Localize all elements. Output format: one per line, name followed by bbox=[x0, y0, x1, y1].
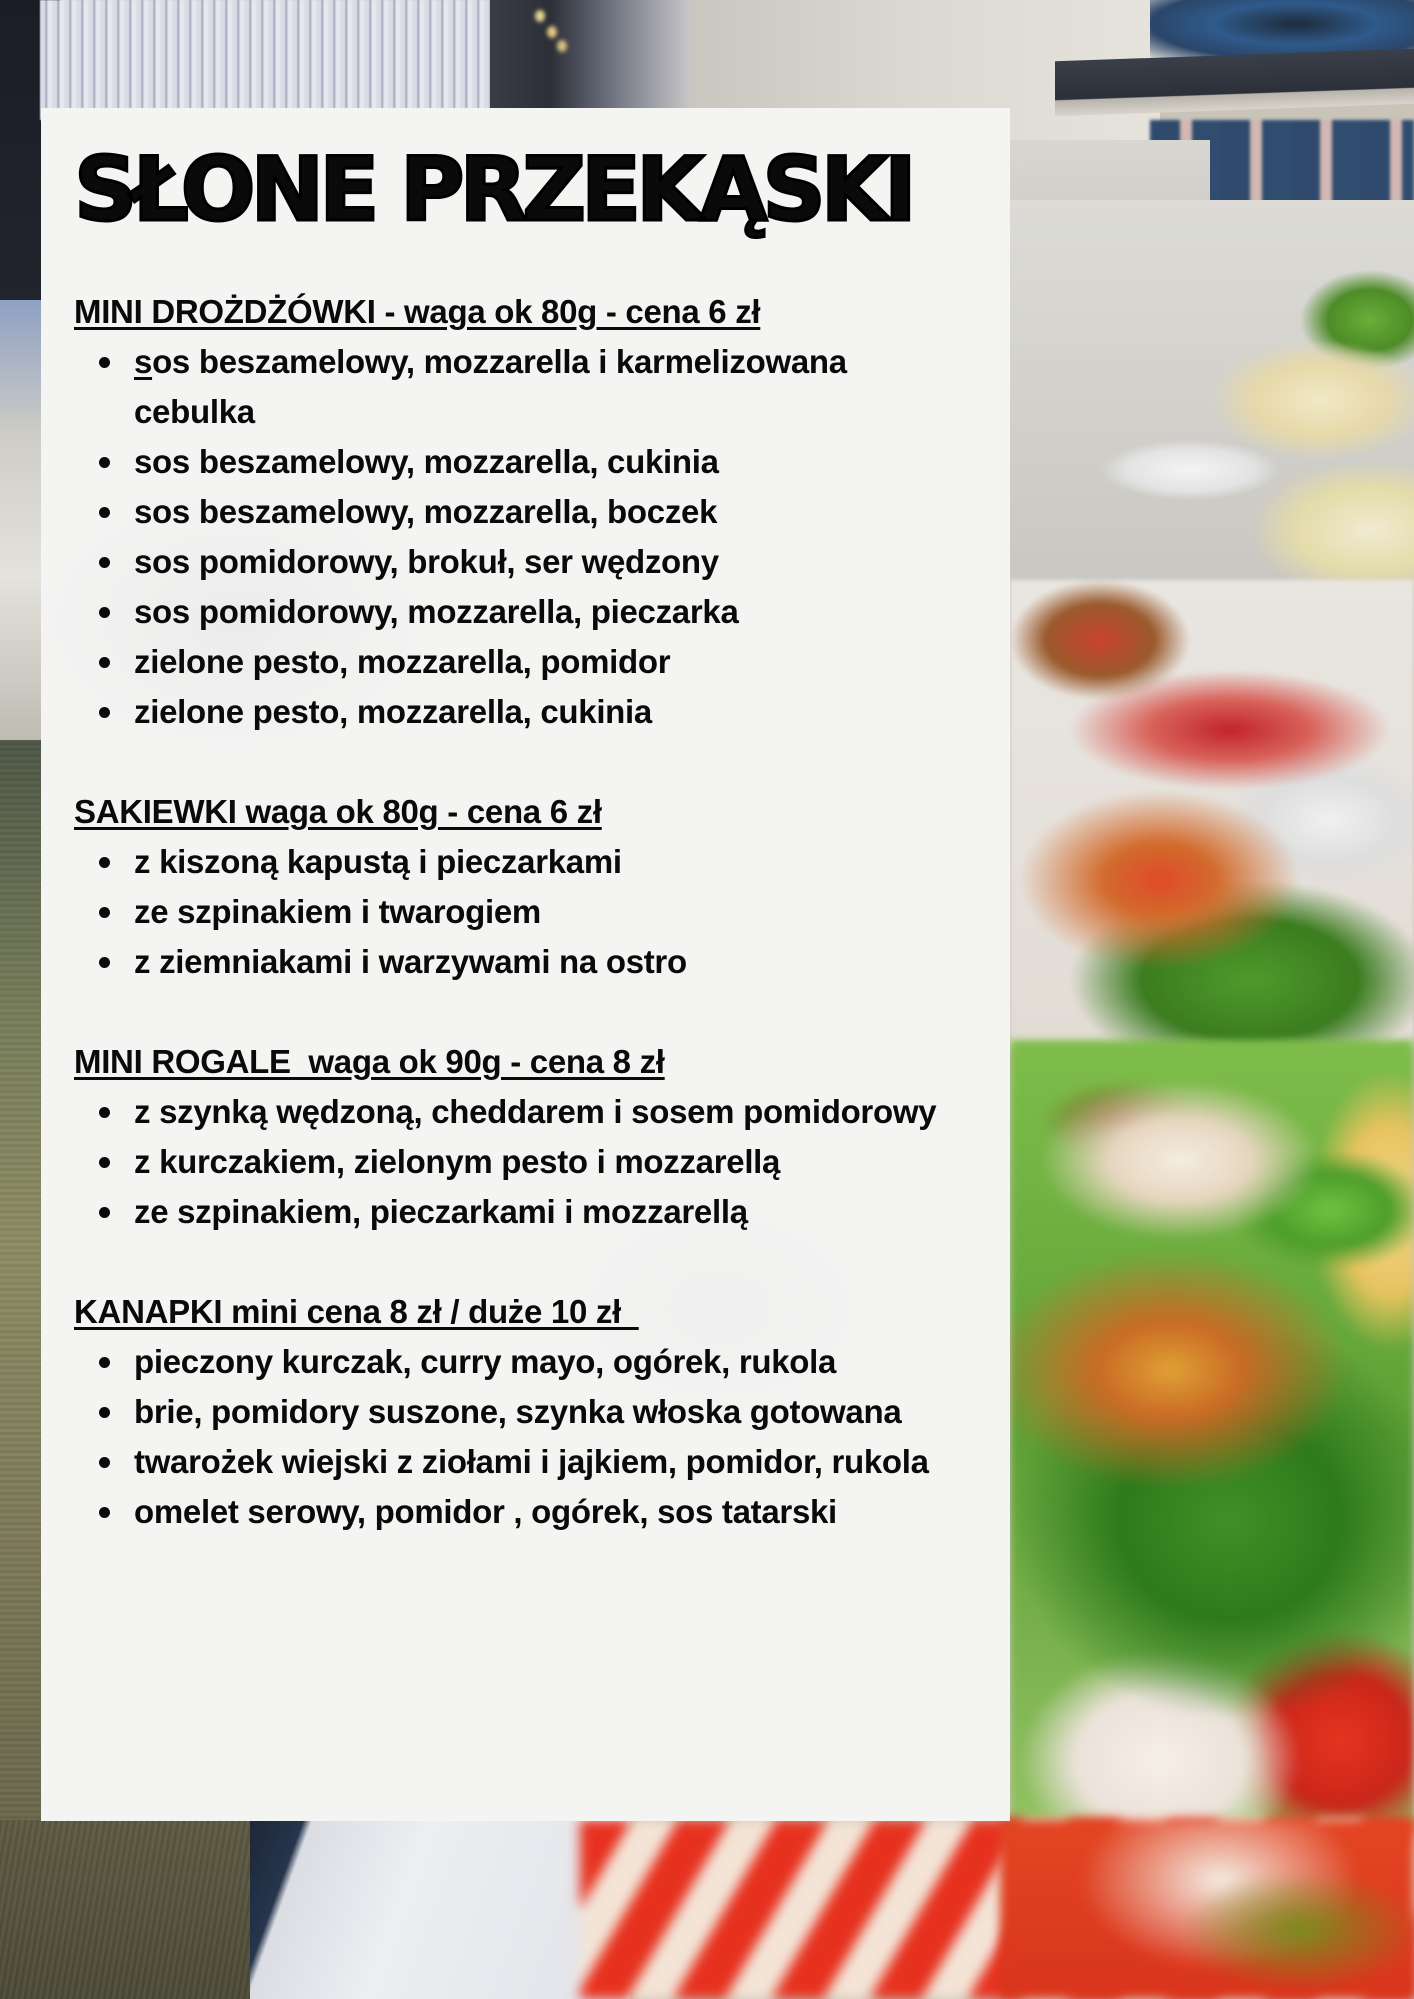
item-text: z ziemniakami i warzywami na ostro bbox=[134, 943, 687, 980]
list-item bbox=[74, 1087, 974, 1137]
bullet-icon bbox=[99, 457, 110, 468]
photo-region-salad-tier bbox=[1010, 200, 1414, 600]
item-text: ze szpinakiem i twarogiem bbox=[134, 893, 541, 930]
section-heading: MINI DROŻDŻÓWKI - waga ok 80g - cena 6 zł bbox=[74, 293, 761, 330]
menu-sections bbox=[74, 287, 977, 1537]
bullet-icon bbox=[99, 357, 110, 368]
item-text: z kiszoną kapustą i pieczarkami bbox=[134, 843, 622, 880]
item-text: z kurczakiem, zielonym pesto i mozzarellą bbox=[134, 1143, 781, 1180]
item-text: brie, pomidory suszone, szynka włoska gotowana bbox=[134, 1393, 902, 1430]
photo-region-lights bbox=[535, 10, 545, 22]
photo-region-shelf bbox=[1055, 49, 1414, 117]
list-item bbox=[74, 937, 974, 987]
list-item bbox=[74, 1487, 974, 1537]
section-heading: MINI ROGALE waga ok 90g - cena 8 zł bbox=[74, 1043, 665, 1080]
item-text: ze szpinakiem, pieczarkami i mozzarellą bbox=[134, 1193, 748, 1230]
item-text: zielone pesto, mozzarella, pomidor bbox=[134, 643, 671, 680]
section-sakiewki bbox=[74, 787, 977, 987]
list-item bbox=[74, 537, 974, 587]
item-text: twarożek wiejski z ziołami i jajkiem, pomidor, rukola bbox=[134, 1443, 929, 1480]
page-title: SŁONE PRZEKĄSKI bbox=[74, 138, 912, 241]
list-item bbox=[74, 687, 974, 737]
photo-region-green-salad bbox=[1010, 1040, 1414, 1830]
list-item bbox=[74, 487, 974, 537]
photo-region-plate bbox=[250, 1820, 630, 1999]
list-item bbox=[74, 1437, 974, 1487]
list-item bbox=[74, 1187, 974, 1237]
bullet-icon bbox=[99, 1207, 110, 1218]
bullet-icon bbox=[99, 857, 110, 868]
photo-region-cold-cuts bbox=[1010, 580, 1414, 1050]
section-heading: SAKIEWKI waga ok 80g - cena 6 zł bbox=[74, 793, 602, 830]
section-heading: KANAPKI mini cena 8 zł / duże 10 zł bbox=[74, 1293, 639, 1330]
item-text: sos pomidorowy, brokuł, ser wędzony bbox=[134, 543, 719, 580]
item-list bbox=[74, 1087, 977, 1237]
list-item bbox=[74, 637, 974, 687]
section-mini-drozdzowki bbox=[74, 287, 977, 737]
item-list bbox=[74, 837, 977, 987]
bullet-icon bbox=[99, 1357, 110, 1368]
list-item bbox=[74, 1387, 974, 1437]
section-kanapki bbox=[74, 1287, 977, 1537]
list-item bbox=[74, 837, 974, 887]
item-text: omelet serowy, pomidor , ogórek, sos tatarski bbox=[134, 1493, 837, 1530]
photo-region-room bbox=[490, 0, 690, 120]
list-item bbox=[74, 1137, 974, 1187]
section-mini-rogale bbox=[74, 1037, 977, 1237]
list-item bbox=[74, 437, 974, 487]
bullet-icon bbox=[99, 607, 110, 618]
photo-region-striped-shirt bbox=[40, 0, 490, 120]
item-text: sos pomidorowy, mozzarella, pieczarka bbox=[134, 593, 739, 630]
bullet-icon bbox=[99, 1457, 110, 1468]
bullet-icon bbox=[99, 907, 110, 918]
list-item bbox=[74, 587, 974, 637]
item-list bbox=[74, 1337, 977, 1537]
item-text: z szynką wędzoną, cheddarem i sosem pomidorowy bbox=[134, 1093, 937, 1130]
menu-panel bbox=[41, 108, 1010, 1821]
item-text: pieczony kurczak, curry mayo, ogórek, rukola bbox=[134, 1343, 837, 1380]
item-text: sos beszamelowy, mozzarella, cukinia bbox=[134, 443, 719, 480]
item-text: zielone pesto, mozzarella, cukinia bbox=[134, 693, 652, 730]
bullet-icon bbox=[99, 557, 110, 568]
bullet-icon bbox=[99, 657, 110, 668]
photo-region-bottom-right bbox=[1000, 1820, 1414, 1999]
list-item bbox=[74, 1337, 974, 1387]
list-item bbox=[74, 887, 974, 937]
bullet-icon bbox=[99, 1107, 110, 1118]
bullet-icon bbox=[99, 1157, 110, 1168]
item-text: sos beszamelowy, mozzarella, boczek bbox=[134, 493, 718, 530]
list-item bbox=[74, 337, 974, 437]
item-list bbox=[74, 337, 977, 737]
bullet-icon bbox=[99, 1507, 110, 1518]
bullet-icon bbox=[99, 957, 110, 968]
bullet-icon bbox=[99, 707, 110, 718]
bullet-icon bbox=[99, 507, 110, 518]
bullet-icon bbox=[99, 1407, 110, 1418]
item-text: sos beszamelowy, mozzarella i karmelizowana cebulka bbox=[134, 343, 847, 430]
